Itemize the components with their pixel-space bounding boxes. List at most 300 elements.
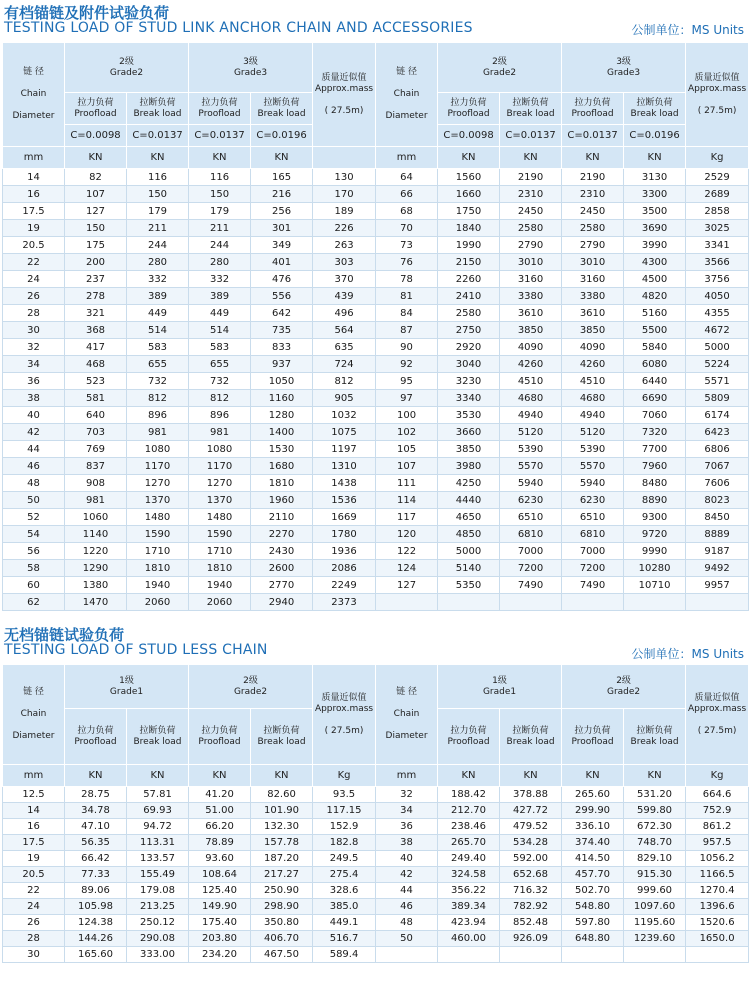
breakload-header: 拉断负荷 Break load	[251, 709, 313, 765]
table-cell: 64	[376, 169, 438, 186]
table-cell: 8023	[686, 492, 749, 509]
table-cell: 10280	[624, 560, 686, 577]
table-cell	[624, 594, 686, 611]
table-cell: 3130	[624, 169, 686, 186]
table-cell: 203.80	[189, 931, 251, 947]
table-cell: 78.89	[189, 835, 251, 851]
table-cell	[686, 947, 749, 963]
table-cell: 290.08	[127, 931, 189, 947]
table-cell: 1370	[189, 492, 251, 509]
table-cell: 5390	[500, 441, 562, 458]
coefficient: C=0.0137	[189, 125, 251, 147]
table-cell: 9187	[686, 543, 749, 560]
table-cell: 36	[3, 373, 65, 390]
coefficient: C=0.0196	[624, 125, 686, 147]
table-cell: 389	[127, 288, 189, 305]
table-cell	[562, 594, 624, 611]
diameter-header: 链 径 Chain Diameter	[376, 665, 438, 765]
table-cell: 9990	[624, 543, 686, 560]
table-cell: 332	[189, 271, 251, 288]
table-cell: 423.94	[438, 915, 500, 931]
table-row	[3, 237, 749, 254]
mass-header: 质量近似值 Approx.mass ( 27.5m)	[313, 665, 376, 765]
table-cell: 2270	[251, 526, 313, 543]
table-cell: 3660	[438, 424, 500, 441]
table-cell: 769	[65, 441, 127, 458]
table-cell: 332	[127, 271, 189, 288]
unit-kn: KN	[438, 765, 500, 787]
table-cell: 125.40	[189, 883, 251, 899]
table-cell: 8890	[624, 492, 686, 509]
table-cell: 915.30	[624, 867, 686, 883]
table-cell: 265.60	[562, 787, 624, 803]
table-cell: 2580	[562, 220, 624, 237]
table-cell: 732	[127, 373, 189, 390]
table-cell: 523	[65, 373, 127, 390]
table-row	[3, 883, 749, 899]
table-cell: 117	[376, 509, 438, 526]
table-cell: 237	[65, 271, 127, 288]
table-row	[3, 288, 749, 305]
table-cell: 5140	[438, 560, 500, 577]
table-cell: 3300	[624, 186, 686, 203]
table-cell: 2110	[251, 509, 313, 526]
table-cell: 7700	[624, 441, 686, 458]
table-cell: 417	[65, 339, 127, 356]
table-cell: 76	[376, 254, 438, 271]
table-cell: 3610	[562, 305, 624, 322]
table-cell: 3230	[438, 373, 500, 390]
table-cell	[624, 947, 686, 963]
table-cell: 5000	[686, 339, 749, 356]
table-cell: 1310	[313, 458, 376, 475]
table-cell: 4510	[500, 373, 562, 390]
table-cell: 2940	[251, 594, 313, 611]
table-cell: 1560	[438, 169, 500, 186]
table-cell: 1840	[438, 220, 500, 237]
table-cell	[686, 594, 749, 611]
table-cell: 1480	[189, 509, 251, 526]
mass-header: 质量近似值 Approx.mass ( 27.5m)	[313, 43, 376, 147]
table-cell: 5120	[562, 424, 624, 441]
table-cell: 182.8	[313, 835, 376, 851]
table-cell: 724	[313, 356, 376, 373]
table-cell: 5570	[562, 458, 624, 475]
table-cell: 28	[3, 305, 65, 322]
table-cell: 1940	[189, 577, 251, 594]
table-cell: 1050	[251, 373, 313, 390]
table-cell: 94.72	[127, 819, 189, 835]
table-cell: 60	[3, 577, 65, 594]
table-cell: 449	[127, 305, 189, 322]
table-cell: 460.00	[438, 931, 500, 947]
table-cell: 117.15	[313, 803, 376, 819]
table-row	[3, 373, 749, 390]
table-cell: 368	[65, 322, 127, 339]
mass-header: 质量近似值 Approx.mass ( 27.5m)	[686, 43, 749, 147]
table-cell: 4940	[562, 407, 624, 424]
table-cell: 6080	[624, 356, 686, 373]
table-cell: 48	[3, 475, 65, 492]
stud-link-table	[2, 42, 749, 611]
section2-title-cn: 无档锚链试验负荷	[4, 626, 125, 644]
table-cell: 84	[376, 305, 438, 322]
table-cell: 5350	[438, 577, 500, 594]
table-cell	[438, 947, 500, 963]
table-cell: 496	[313, 305, 376, 322]
table-cell: 62	[3, 594, 65, 611]
table-cell: 457.70	[562, 867, 624, 883]
unit-kg: Kg	[313, 765, 376, 787]
table-row	[3, 475, 749, 492]
table-cell: 7200	[562, 560, 624, 577]
table-cell: 3530	[438, 407, 500, 424]
table-cell: 1936	[313, 543, 376, 560]
table-cell: 87	[376, 322, 438, 339]
table-cell: 3010	[562, 254, 624, 271]
table-cell: 16	[3, 186, 65, 203]
table-cell	[500, 594, 562, 611]
diameter-header: 链 径 Chain Diameter	[3, 665, 65, 765]
table-cell: 1170	[127, 458, 189, 475]
table-cell: 22	[3, 254, 65, 271]
unit-kn: KN	[189, 765, 251, 787]
table-cell: 1270	[189, 475, 251, 492]
table-cell: 250.90	[251, 883, 313, 899]
table-cell: 4300	[624, 254, 686, 271]
table-cell: 100	[376, 407, 438, 424]
section2-units: 公制单位：MS Units	[631, 647, 744, 661]
table-cell: 280	[189, 254, 251, 271]
table-cell: 5570	[500, 458, 562, 475]
table-cell: 41.20	[189, 787, 251, 803]
table-cell: 32	[376, 787, 438, 803]
table-cell: 2310	[500, 186, 562, 203]
table-cell: 9492	[686, 560, 749, 577]
table-cell: 1590	[189, 526, 251, 543]
table-cell: 581	[65, 390, 127, 407]
table-cell: 93.60	[189, 851, 251, 867]
table-cell: 4355	[686, 305, 749, 322]
table-cell: 82	[65, 169, 127, 186]
table-cell	[500, 947, 562, 963]
table-cell: 664.6	[686, 787, 749, 803]
table-cell: 19	[3, 851, 65, 867]
table-cell: 748.70	[624, 835, 686, 851]
table-cell: 187.20	[251, 851, 313, 867]
table-cell: 150	[189, 186, 251, 203]
table-cell: 1080	[189, 441, 251, 458]
table-cell: 479.52	[500, 819, 562, 835]
table-cell: 3380	[562, 288, 624, 305]
stud-less-table	[2, 664, 749, 963]
table-cell: 2580	[438, 305, 500, 322]
table-cell: 716.32	[500, 883, 562, 899]
table-row	[3, 441, 749, 458]
table-cell: 640	[65, 407, 127, 424]
table-cell: 89.06	[65, 883, 127, 899]
table-cell: 7490	[500, 577, 562, 594]
table-cell: 189	[313, 203, 376, 220]
table-cell: 4650	[438, 509, 500, 526]
table-cell: 157.78	[251, 835, 313, 851]
table-cell: 2249	[313, 577, 376, 594]
table-cell: 703	[65, 424, 127, 441]
table-cell: 7490	[562, 577, 624, 594]
table-cell: 122	[376, 543, 438, 560]
table-cell: 8889	[686, 526, 749, 543]
breakload-header: 拉断负荷 Break load	[500, 93, 562, 125]
grade-a-header: 2级 Grade2	[438, 43, 562, 93]
table-cell: 2450	[562, 203, 624, 220]
table-cell: 105	[376, 441, 438, 458]
unit-kn: KN	[562, 765, 624, 787]
table-cell: 514	[189, 322, 251, 339]
table-cell: 406.70	[251, 931, 313, 947]
table-cell: 439	[313, 288, 376, 305]
table-cell: 211	[127, 220, 189, 237]
table-cell: 336.10	[562, 819, 624, 835]
table-row	[3, 509, 749, 526]
table-cell: 130	[313, 169, 376, 186]
table-cell: 4050	[686, 288, 749, 305]
table-cell: 2410	[438, 288, 500, 305]
table-cell: 516.7	[313, 931, 376, 947]
table-cell: 1400	[251, 424, 313, 441]
table-cell: 1710	[127, 543, 189, 560]
table-cell: 165	[251, 169, 313, 186]
table-cell: 2373	[313, 594, 376, 611]
grade-a-header: 2级 Grade2	[65, 43, 189, 93]
proofload-header: 拉力负荷 Proofload	[562, 709, 624, 765]
table-row	[3, 390, 749, 407]
table-cell: 40	[376, 851, 438, 867]
table-cell: 7960	[624, 458, 686, 475]
unit-mm: mm	[3, 765, 65, 787]
proofload-header: 拉力负荷 Proofload	[438, 709, 500, 765]
table-cell: 592.00	[500, 851, 562, 867]
diameter-header: 链 径 Chain Diameter	[3, 43, 65, 147]
table-cell: 22	[3, 883, 65, 899]
table-cell: 144.26	[65, 931, 127, 947]
table-cell: 44	[3, 441, 65, 458]
proofload-header: 拉力负荷 Proofload	[189, 93, 251, 125]
table-cell: 127	[65, 203, 127, 220]
table-cell: 250.12	[127, 915, 189, 931]
mass-header: 质量近似值 Approx.mass ( 27.5m)	[686, 665, 749, 765]
table-cell: 5840	[624, 339, 686, 356]
table-cell: 56.35	[65, 835, 127, 851]
table-cell: 583	[189, 339, 251, 356]
table-cell: 6440	[624, 373, 686, 390]
table-cell: 34	[376, 803, 438, 819]
table-row	[3, 867, 749, 883]
coefficient: C=0.0137	[127, 125, 189, 147]
table-cell: 999.60	[624, 883, 686, 899]
table-cell: 599.80	[624, 803, 686, 819]
table-cell: 926.09	[500, 931, 562, 947]
table-cell: 556	[251, 288, 313, 305]
table-cell: 132.30	[251, 819, 313, 835]
table-cell: 829.10	[624, 851, 686, 867]
unit-kn: KN	[251, 147, 313, 169]
table-cell: 3756	[686, 271, 749, 288]
table-cell: 32	[3, 339, 65, 356]
table-row	[3, 577, 749, 594]
table-cell: 275.4	[313, 867, 376, 883]
table-cell: 414.50	[562, 851, 624, 867]
table-cell: 92	[376, 356, 438, 373]
table-cell: 280	[127, 254, 189, 271]
proofload-header: 拉力负荷 Proofload	[65, 709, 127, 765]
table-cell: 1370	[127, 492, 189, 509]
table-cell: 7200	[500, 560, 562, 577]
stud-less-table-body	[3, 787, 749, 963]
table-cell: 3160	[562, 271, 624, 288]
table-cell: 14	[3, 169, 65, 186]
table-cell: 114	[376, 492, 438, 509]
table-cell	[376, 947, 438, 963]
table-cell: 1680	[251, 458, 313, 475]
table-cell: 5000	[438, 543, 500, 560]
table-cell: 370	[313, 271, 376, 288]
unit-mm: mm	[3, 147, 65, 169]
unit-mm: mm	[376, 147, 438, 169]
table-cell: 3610	[500, 305, 562, 322]
table-cell: 905	[313, 390, 376, 407]
table-cell: 90	[376, 339, 438, 356]
table-cell: 1166.5	[686, 867, 749, 883]
table-cell: 10710	[624, 577, 686, 594]
coefficient: C=0.0137	[562, 125, 624, 147]
table-cell: 3380	[500, 288, 562, 305]
table-cell: 2920	[438, 339, 500, 356]
unit-kn: KN	[127, 147, 189, 169]
table-cell: 165.60	[65, 947, 127, 963]
table-row	[3, 851, 749, 867]
table-cell: 56	[3, 543, 65, 560]
table-cell: 5809	[686, 390, 749, 407]
table-cell: 1220	[65, 543, 127, 560]
section1-units: 公制单位：MS Units	[631, 23, 744, 37]
table-cell: 502.70	[562, 883, 624, 899]
table-cell: 9720	[624, 526, 686, 543]
section1-title-cn: 有档锚链及附件试验负荷	[4, 4, 170, 22]
proofload-header: 拉力负荷 Proofload	[562, 93, 624, 125]
table-cell: 5940	[562, 475, 624, 492]
table-cell: 937	[251, 356, 313, 373]
table-cell: 732	[189, 373, 251, 390]
table-cell: 3040	[438, 356, 500, 373]
table-cell: 389	[189, 288, 251, 305]
table-cell: 4680	[562, 390, 624, 407]
table-cell: 6810	[562, 526, 624, 543]
table-cell: 301	[251, 220, 313, 237]
table-cell: 42	[3, 424, 65, 441]
table-cell: 2770	[251, 577, 313, 594]
table-cell: 6230	[500, 492, 562, 509]
table-cell: 52	[3, 509, 65, 526]
table-cell: 2190	[500, 169, 562, 186]
table-cell: 40	[3, 407, 65, 424]
table-cell: 1080	[127, 441, 189, 458]
table-row	[3, 322, 749, 339]
table-cell: 211	[189, 220, 251, 237]
table-cell: 4672	[686, 322, 749, 339]
table-cell: 356.22	[438, 883, 500, 899]
table-cell: 30	[3, 947, 65, 963]
breakload-header: 拉断负荷 Break load	[127, 93, 189, 125]
unit-kn: KN	[189, 147, 251, 169]
table-cell: 735	[251, 322, 313, 339]
coefficient: C=0.0137	[500, 125, 562, 147]
table-cell: 2430	[251, 543, 313, 560]
table-row	[3, 271, 749, 288]
table-cell: 102	[376, 424, 438, 441]
table-row	[3, 787, 749, 803]
table-cell: 3010	[500, 254, 562, 271]
table-cell: 42	[376, 867, 438, 883]
table-cell: 6174	[686, 407, 749, 424]
table-cell: 1239.60	[624, 931, 686, 947]
table-cell: 77.33	[65, 867, 127, 883]
grade-b-header: 2级 Grade2	[189, 665, 313, 709]
table-cell: 1810	[251, 475, 313, 492]
table-cell: 3566	[686, 254, 749, 271]
table-cell: 78	[376, 271, 438, 288]
table-cell: 101.90	[251, 803, 313, 819]
table-cell: 3990	[624, 237, 686, 254]
table-cell: 97	[376, 390, 438, 407]
table-cell: 1195.60	[624, 915, 686, 931]
table-cell: 812	[189, 390, 251, 407]
table-cell: 8450	[686, 509, 749, 526]
table-cell: 2086	[313, 560, 376, 577]
table-row	[3, 186, 749, 203]
table-cell: 46	[376, 899, 438, 915]
table-cell: 116	[127, 169, 189, 186]
table-cell: 389.34	[438, 899, 500, 915]
table-cell: 3500	[624, 203, 686, 220]
table-cell: 1669	[313, 509, 376, 526]
unit-kn: KN	[251, 765, 313, 787]
grade-b-header: 3级 Grade3	[562, 43, 686, 93]
grade-b-header: 3级 Grade3	[189, 43, 313, 93]
table-cell: 1990	[438, 237, 500, 254]
table-cell: 1396.6	[686, 899, 749, 915]
table-cell: 238.46	[438, 819, 500, 835]
table-cell: 324.58	[438, 867, 500, 883]
table-cell: 150	[127, 186, 189, 203]
table-cell: 328.6	[313, 883, 376, 899]
table-cell: 38	[376, 835, 438, 851]
table-cell: 1197	[313, 441, 376, 458]
table-row	[3, 915, 749, 931]
table-cell: 82.60	[251, 787, 313, 803]
table-cell: 2600	[251, 560, 313, 577]
unit-kn: KN	[500, 765, 562, 787]
table-cell: 1810	[189, 560, 251, 577]
table-row	[3, 203, 749, 220]
table-cell: 278	[65, 288, 127, 305]
table-cell: 3850	[562, 322, 624, 339]
table-cell: 467.50	[251, 947, 313, 963]
table-row	[3, 947, 749, 963]
table-cell: 265.70	[438, 835, 500, 851]
coefficient: C=0.0098	[438, 125, 500, 147]
table-cell: 26	[3, 915, 65, 931]
table-cell: 188.42	[438, 787, 500, 803]
